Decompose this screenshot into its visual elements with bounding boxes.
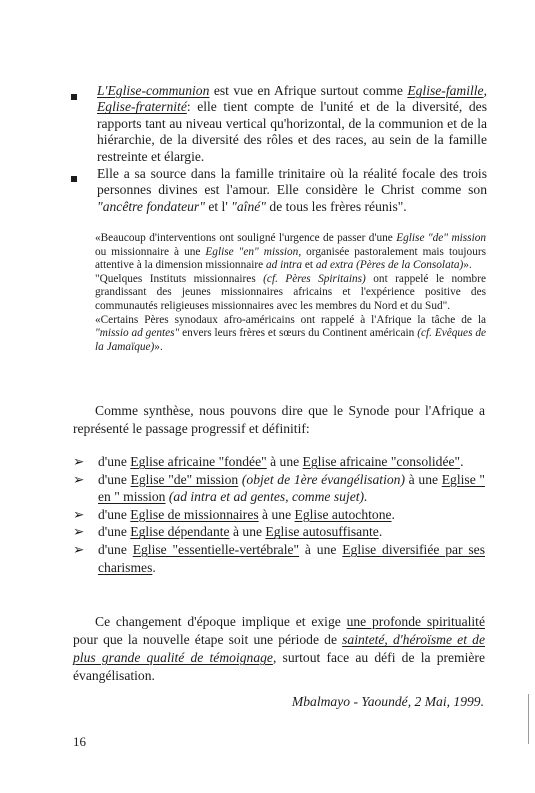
text-run: ont rappelé le nombre grandissant des jeunes missionnaires africains et l'expérience positive des communautés religieuses missionnaires avec les membres du Nord et du Sud". <box>95 272 486 312</box>
transition-item-text <box>98 524 382 539</box>
text-run: envers leurs frères et sœurs du Continent américain <box>179 327 418 340</box>
text-run: d'une <box>98 541 133 557</box>
page-number: 16 <box>73 734 86 749</box>
transition-list-item <box>73 541 485 576</box>
italic-phrase: "aîné" <box>231 198 266 214</box>
text-run: Elle a sa source dans la famille trinitaire où la réalité focale des trois personnes divines est l'amour. Elle considère le Christ comme son <box>97 166 487 198</box>
text-run: de tous les frères réunis". <box>266 198 407 214</box>
transition-item-text <box>98 472 485 505</box>
text-run: ». <box>154 340 163 353</box>
italic-phrase: ad intra <box>265 259 303 272</box>
transition-item-text <box>98 454 464 469</box>
quotation-paragraph-2 <box>95 273 486 314</box>
text-run: . <box>391 506 395 522</box>
emphasized-phrase: Eglise de missionnaires <box>130 506 259 522</box>
text-run: "Quelques Instituts missionnaires <box>95 272 264 285</box>
synthesis-paragraph <box>73 402 485 438</box>
emphasized-phrase: Eglise africaine "consolidée" <box>302 454 461 469</box>
text-run: «Certains Pères synodaux afro-américains ont rappelé à l'Afrique la tâche de la <box>95 313 486 326</box>
italic-phrase: "missio ad gentes" <box>95 327 180 340</box>
quotation-block <box>95 232 486 354</box>
text-run: et l' <box>204 198 232 214</box>
text-run: ». <box>463 259 472 272</box>
transition-list-item <box>73 471 485 506</box>
text-run: pour que la nouvelle étape soit une période de <box>73 632 343 647</box>
scan-edge-mark <box>528 694 529 744</box>
transition-list-item <box>73 523 485 541</box>
arrow-bullet-icon: ➢ <box>73 471 85 487</box>
emphasized-phrase: Eglise autosuffisante <box>265 524 379 540</box>
bullet-paragraph-text <box>97 83 487 165</box>
text-run: à une <box>404 471 442 487</box>
text-run: à une <box>258 506 295 522</box>
transition-list <box>73 453 485 576</box>
text-run: d'une <box>98 471 131 487</box>
emphasized-phrase: Eglise "de" mission <box>130 471 239 487</box>
text-run: Ce changement d'époque implique et exige <box>95 614 347 629</box>
italic-phrase: Eglise "en" mission <box>205 245 299 258</box>
text-run: . <box>152 559 156 575</box>
closing-text <box>73 613 485 685</box>
text-run: d'une <box>98 506 131 522</box>
italic-phrase: Eglise "de" mission <box>396 232 487 244</box>
text-run: à une <box>299 541 343 557</box>
emphasized-phrase: Eglise diversifiée par ses charismes <box>98 541 485 575</box>
emphasized-phrase: Eglise-famille <box>407 83 484 98</box>
synthesis-text: Comme synthèse, nous pouvons dire que le Synode pour l'Afrique a représenté le passage progressif et définitif: <box>73 403 485 436</box>
text-run: ou missionnaire à une <box>95 245 206 258</box>
bullet-paragraph-text <box>97 166 487 215</box>
transition-list-item <box>73 506 485 524</box>
italic-phrase: (Pères de la Consolata) <box>356 259 464 272</box>
emphasized-phrase: Eglise africaine "fondée" <box>130 454 267 469</box>
italic-phrase: ad extra <box>315 259 354 272</box>
quotation-paragraph-1 <box>95 232 486 273</box>
emphasized-phrase: Eglise " en " mission <box>98 471 485 505</box>
text-run: , <box>483 83 487 98</box>
quotation-paragraph-3 <box>95 314 486 355</box>
text-run: d'une <box>98 454 131 469</box>
text-run: «Beaucoup d'interventions ont souligné l'urgence de passer d'une <box>95 232 397 244</box>
text-run: , organisée pastoralement mais toujours attentive à la dimension missionnaire <box>95 245 486 272</box>
emphasized-phrase: Eglise "essentielle-vertébrale" <box>132 541 300 557</box>
italic-phrase: (cf. Pères Spiritains) <box>263 272 366 285</box>
bullet-paragraph-2 <box>69 166 487 215</box>
italic-phrase: (ad intra et ad gentes, comme sujet). <box>168 489 368 505</box>
text-run: et <box>302 259 316 272</box>
emphasized-phrase: Eglise dépendante <box>130 524 230 540</box>
text-run: , surtout face au défi de la première évangélisation. <box>73 650 485 683</box>
text-run: . <box>460 454 464 469</box>
transition-item-text <box>98 542 485 575</box>
text-run: à une <box>266 454 303 469</box>
arrow-bullet-icon: ➢ <box>73 524 85 540</box>
text-run: . <box>378 524 383 540</box>
emphasized-phrase: sainteté, d'héroïsme et de plus grande qualité de témoignage <box>73 632 485 665</box>
italic-phrase: (cf. Evêques de la Jamaïque) <box>95 327 487 353</box>
emphasized-phrase: L'Eglise-communion <box>97 83 210 98</box>
text-run: d'une <box>98 524 131 540</box>
text-run: est vue en Afrique surtout comme <box>209 83 408 98</box>
transition-item-text <box>98 507 395 522</box>
italic-phrase: "ancêtre fondateur" <box>97 198 205 214</box>
place-date-signature: Mbalmayo - Yaoundé, 2 Mai, 1999. <box>291 694 484 709</box>
emphasized-phrase: une profonde spiritualité <box>346 614 485 629</box>
emphasized-phrase: Eglise-fraternité <box>97 99 187 115</box>
emphasized-phrase: Eglise autochtone <box>294 506 392 522</box>
text-run: : elle tient compte de l'unité et de la diversité, des rapports tant au niveau vertical qu'horizontal, de la communion et de la hiérarchie, de la diversité des rôles et des races, au sein de la famille restreinte et élargie. <box>97 99 487 164</box>
closing-paragraph <box>73 613 485 685</box>
italic-phrase: (objet de 1ère évangélisation) <box>241 471 405 487</box>
text-run: à une <box>229 524 266 540</box>
arrow-bullet-icon: ➢ <box>73 506 85 522</box>
transition-list-item <box>73 453 485 471</box>
arrow-bullet-icon: ➢ <box>73 454 85 469</box>
bullet-paragraph-1 <box>69 83 487 165</box>
arrow-bullet-icon: ➢ <box>73 541 85 557</box>
